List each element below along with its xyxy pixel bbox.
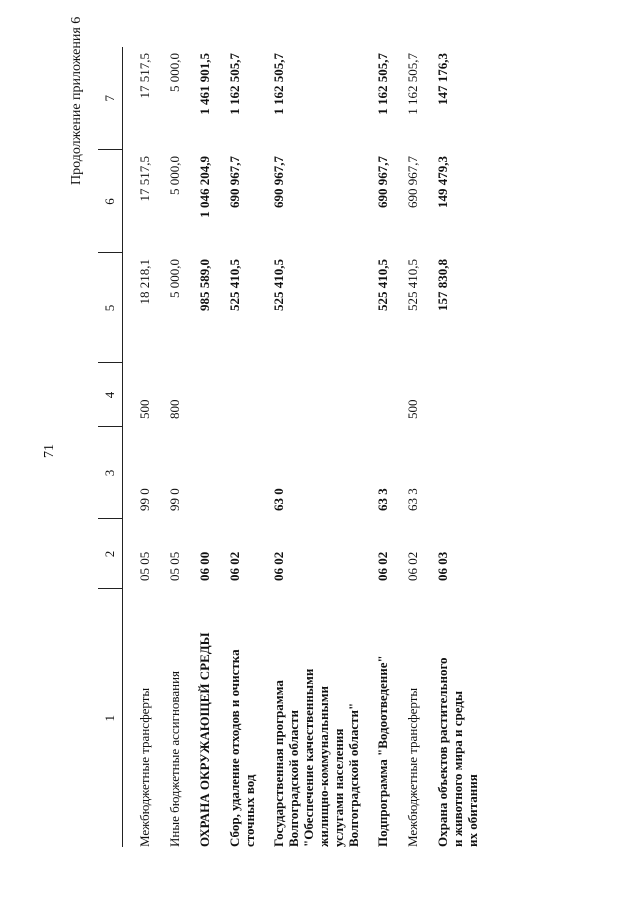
section-code: 06 02 — [405, 551, 420, 581]
table-row — [361, 47, 391, 847]
row-name — [257, 589, 361, 847]
row-name-line: сточных вод — [242, 774, 257, 847]
column-header-4: 4 — [98, 363, 123, 427]
budget-table — [98, 47, 480, 847]
column-header-3: 3 — [98, 427, 123, 519]
row-name — [153, 589, 183, 847]
section-code: 05 05 — [167, 551, 182, 581]
row-name-line: Охрана объектов растительного — [435, 657, 450, 847]
value-col-7: 17 517,5 — [137, 53, 152, 99]
value-col-5: 18 218,1 — [137, 259, 152, 305]
value-col-5: 525 410,5 — [271, 259, 286, 311]
type-code — [183, 363, 213, 427]
row-name-line: услугами населения — [331, 728, 346, 847]
row-name-line: "Обеспечение качественными — [301, 668, 316, 847]
table-body — [123, 47, 481, 847]
type-code — [361, 363, 391, 427]
section-code: 05 05 — [137, 551, 152, 581]
type-code — [421, 363, 480, 427]
continuation-label: Продолжение приложения 6 — [69, 16, 84, 185]
row-name-line: Сбор, удаление отходов и очистка — [227, 649, 242, 847]
page-number: 71 — [42, 444, 57, 458]
row-name-line: Межбюджетные трансферты — [137, 687, 152, 847]
column-header-1: 1 — [98, 589, 123, 847]
target-code: 63 3 — [405, 488, 420, 511]
target-code: 99 0 — [167, 488, 182, 511]
target-code: 63 3 — [375, 488, 390, 511]
row-name — [183, 589, 213, 847]
value-col-6: 690 967,7 — [375, 156, 390, 208]
value-col-5: 525 410,5 — [227, 259, 242, 311]
table-header — [98, 47, 123, 847]
table-row — [213, 47, 257, 847]
row-name — [213, 589, 257, 847]
row-name-line: Межбюджетные трансферты — [405, 687, 420, 847]
table-row — [391, 47, 421, 847]
type-code: 500 — [405, 399, 420, 419]
table-row — [183, 47, 213, 847]
row-name-line: Подпрограмма "Водоотведение" — [375, 655, 390, 847]
value-col-6: 149 479,3 — [435, 156, 450, 208]
header-row — [98, 47, 123, 847]
target-code — [421, 427, 480, 519]
target-code: 63 0 — [271, 488, 286, 511]
row-name — [421, 589, 480, 847]
row-name-line: их обитания — [465, 774, 480, 847]
row-name-line: Иные бюджетные ассигнования — [167, 670, 182, 847]
row-name-line: Волгоградской области — [286, 709, 301, 847]
value-col-6: 690 967,7 — [227, 156, 242, 208]
row-name-line: жилищно-коммунальными — [316, 685, 331, 847]
value-col-7: 1 162 505,7 — [405, 53, 420, 115]
column-header-5: 5 — [98, 253, 123, 363]
table-row — [153, 47, 183, 847]
value-col-5: 525 410,5 — [375, 259, 390, 311]
type-code: 500 — [137, 399, 152, 419]
section-code: 06 02 — [375, 551, 390, 581]
column-header-7: 7 — [98, 47, 123, 150]
value-col-5: 985 589,0 — [197, 259, 212, 311]
row-name-line: ОХРАНА ОКРУЖАЮЩЕЙ СРЕДЫ — [197, 632, 212, 847]
section-code: 06 00 — [197, 551, 212, 581]
value-col-5: 525 410,5 — [405, 259, 420, 311]
table-row — [123, 47, 154, 847]
row-name — [123, 589, 154, 847]
column-header-6: 6 — [98, 150, 123, 253]
row-name — [391, 589, 421, 847]
value-col-6: 690 967,7 — [271, 156, 286, 208]
row-name — [361, 589, 391, 847]
value-col-7: 1 461 901,5 — [197, 53, 212, 115]
value-col-7: 1 162 505,7 — [375, 53, 390, 115]
column-header-2: 2 — [98, 519, 123, 589]
table-row — [257, 47, 361, 847]
row-name-line: Волгоградской области" — [346, 702, 361, 847]
type-code — [213, 363, 257, 427]
target-code — [183, 427, 213, 519]
value-col-7: 5 000,0 — [167, 53, 182, 92]
section-code: 06 02 — [271, 551, 286, 581]
value-col-7: 1 162 505,7 — [227, 53, 242, 115]
type-code — [257, 363, 361, 427]
target-code — [213, 427, 257, 519]
section-code: 06 03 — [435, 551, 450, 581]
type-code: 800 — [167, 399, 182, 419]
row-name-line: Государственная программа — [271, 680, 286, 847]
value-col-7: 1 162 505,7 — [271, 53, 286, 115]
target-code: 99 0 — [137, 488, 152, 511]
row-name-line: и животного мира и среды — [450, 690, 465, 847]
value-col-7: 147 176,3 — [435, 53, 450, 105]
value-col-5: 157 830,8 — [435, 259, 450, 311]
value-col-5: 5 000,0 — [167, 259, 182, 298]
value-col-6: 5 000,0 — [167, 156, 182, 195]
table-row — [421, 47, 480, 847]
value-col-6: 1 046 204,9 — [197, 156, 212, 218]
value-col-6: 17 517,5 — [137, 156, 152, 202]
section-code: 06 02 — [227, 551, 242, 581]
value-col-6: 690 967,7 — [405, 156, 420, 208]
